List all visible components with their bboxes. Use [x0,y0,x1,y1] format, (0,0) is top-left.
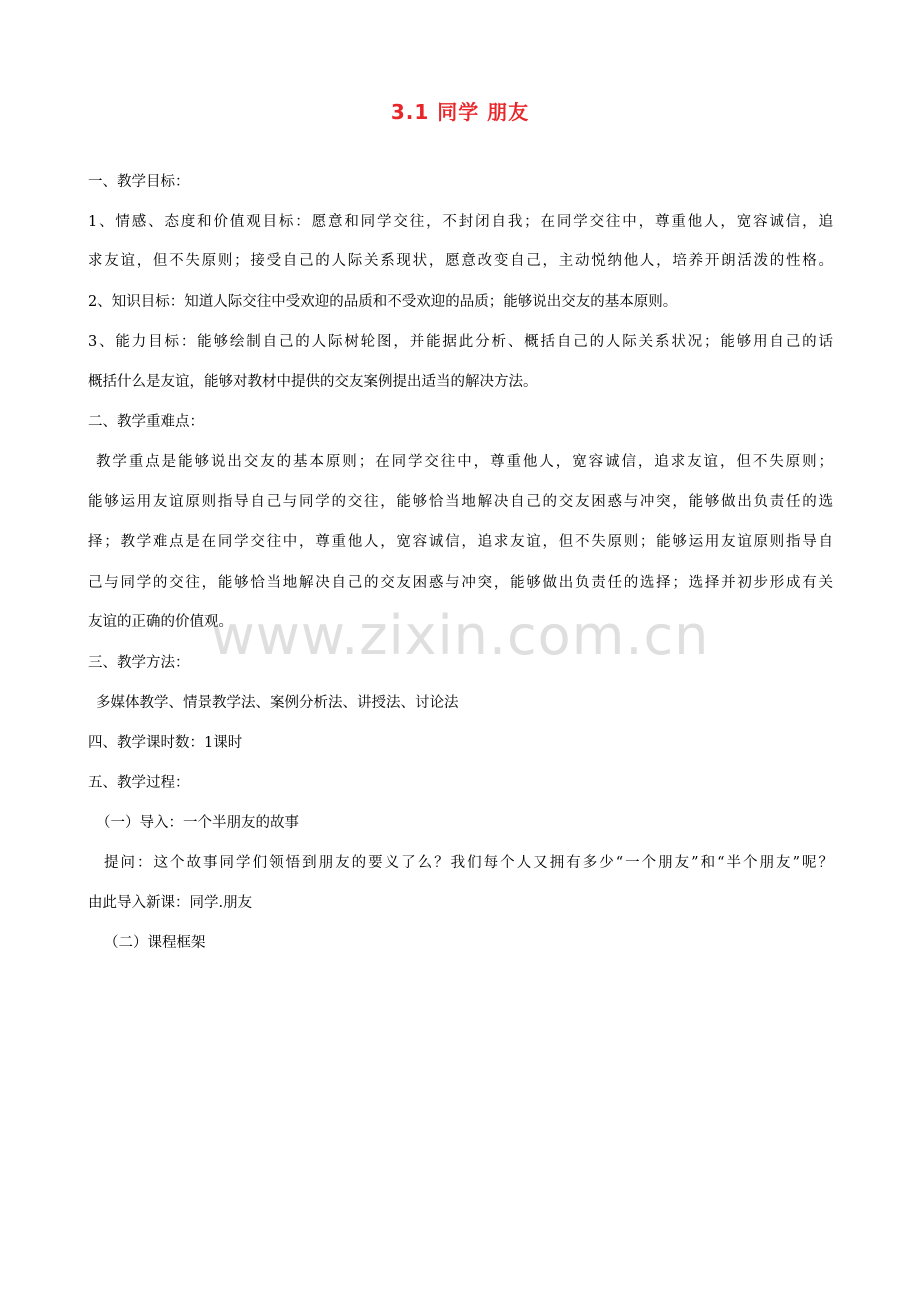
paragraph-line: 能够运用友谊原则指导自己与同学的交往，能够恰当地解决自己的交友困惑与冲突，能够做出负责任的选 [88,494,833,510]
paragraph-line: 提问：这个故事同学们领悟到朋友的要义了么？我们每个人又拥有多少“一个朋友”和“半个朋友”呢？ [104,855,833,871]
paragraph-line: 己与同学的交往，能够恰当地解决自己的交友困惑与冲突，能够做出负责任的选择；选择并初步形成有关 [88,575,833,591]
paragraph-line: 多媒体教学、情景教学法、案例分析法、讲授法、讨论法 [96,695,459,711]
document-title: 3.1 同学 朋友 [390,100,530,124]
paragraph-line: 3、能力目标：能够绘制自己的人际树轮图，并能据此分析、概括自己的人际关系状况；能够用自己的话 [88,334,833,350]
paragraph-line: 2、知识目标：知道人际交往中受欢迎的品质和不受欢迎的品质；能够说出交友的基本原则。 [88,294,678,310]
paragraph-line: 求友谊，但不失原则；接受自己的人际关系现状，愿意改变自己，主动悦纳他人，培养开朗活泼的性格。 [88,253,833,269]
subsection-heading-framework: （二）课程框架 [104,935,206,951]
section-heading-hours: 四、教学课时数：1课时 [88,735,243,751]
section-heading-objectives: 一、教学目标： [88,174,190,190]
paragraph-line: 择；教学难点是在同学交往中，尊重他人，宽容诚信，追求友谊，但不失原则；能够运用友谊原则指导自 [88,534,833,550]
section-heading-key-points: 二、教学重难点： [88,414,204,430]
section-heading-methods: 三、教学方法： [88,655,190,671]
paragraph-line: 教学重点是能够说出交友的基本原则；在同学交往中，尊重他人，宽容诚信，追求友谊，但不失原则； [96,454,833,470]
section-heading-process: 五、教学过程： [88,775,190,791]
paragraph-line: 由此导入新课：同学.朋友 [88,895,253,911]
paragraph-line: 友谊的正确的价值观。 [88,614,233,630]
paragraph-line: 1、情感、态度和价值观目标：愿意和同学交往，不封闭自我；在同学交往中，尊重他人，宽容诚信，追 [88,214,833,230]
watermark: www.zixin.com.cn [210,604,710,667]
subsection-heading-intro: （一）导入：一个半朋友的故事 [96,815,299,831]
paragraph-line: 概括什么是友谊，能够对教材中提供的交友案例提出适当的解决方法。 [88,374,538,390]
